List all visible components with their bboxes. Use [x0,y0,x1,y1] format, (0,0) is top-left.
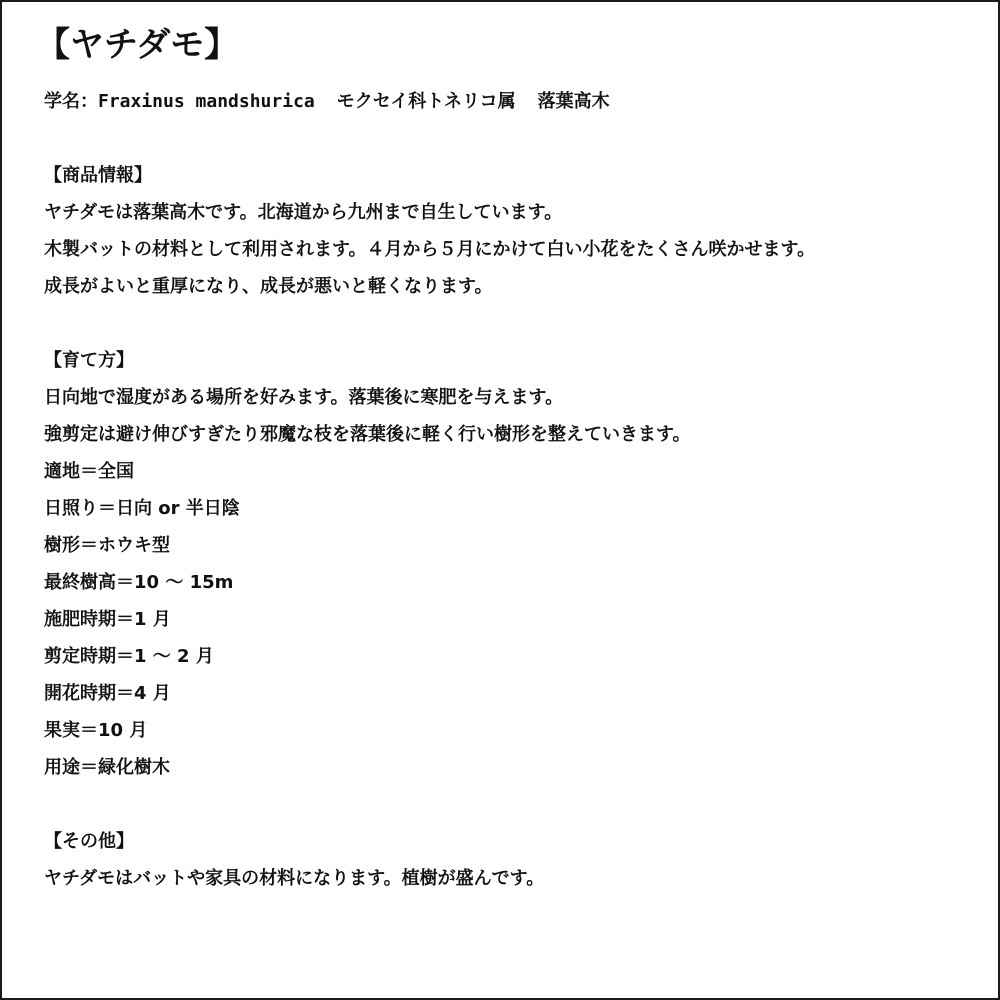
care-line-use: 用途＝緑化樹木 [44,757,170,778]
care-line-flowering: 開花時期＝4 月 [44,683,171,704]
care-line-shape: 樹形＝ホウキ型 [44,535,170,556]
other-line: ヤチダモはバットや家具の材料になります。植樹が盛んです。 [44,868,545,889]
care-line: 強剪定は避け伸びすぎたり邪魔な枝を落葉後に軽く行い樹形を整えていきます。 [44,424,691,445]
care-line-fertilize: 施肥時期＝1 月 [44,609,171,630]
product-info-line: ヤチダモは落葉高木です。北海道から九州まで自生しています。 [44,202,563,223]
scientific-name-line [44,90,610,114]
section-heading-other: 【その他】 [44,831,134,852]
tree-type: 落葉高木 [537,91,610,112]
section-heading-care: 【育て方】 [44,350,134,371]
family-name: モクセイ科トネリコ属 [336,91,516,112]
latin-name: Fraxinus mandshurica [98,91,315,112]
care-line-pruning: 剪定時期＝1 ～ 2 月 [44,646,214,667]
care-line-height: 最終樹高＝10 ～ 15m [44,572,234,593]
care-line-fruit: 果実＝10 月 [44,720,148,741]
scientific-name-label: 学名： [44,91,98,112]
page-title: 【ヤチダモ】 [36,25,239,65]
care-line: 日向地で湿度がある場所を好みます。落葉後に寒肥を与えます。 [44,387,564,408]
care-line-region: 適地＝全国 [44,461,134,482]
care-line-sunlight: 日照り＝日向 or 半日陰 [44,498,240,519]
product-info-line: 木製バットの材料として利用されます。４月から５月にかけて白い小花をたくさん咲かせます。 [44,239,816,260]
product-info-line: 成長がよいと重厚になり、成長が悪いと軽くなります。 [44,276,493,297]
section-heading-product-info: 【商品情報】 [44,165,152,186]
